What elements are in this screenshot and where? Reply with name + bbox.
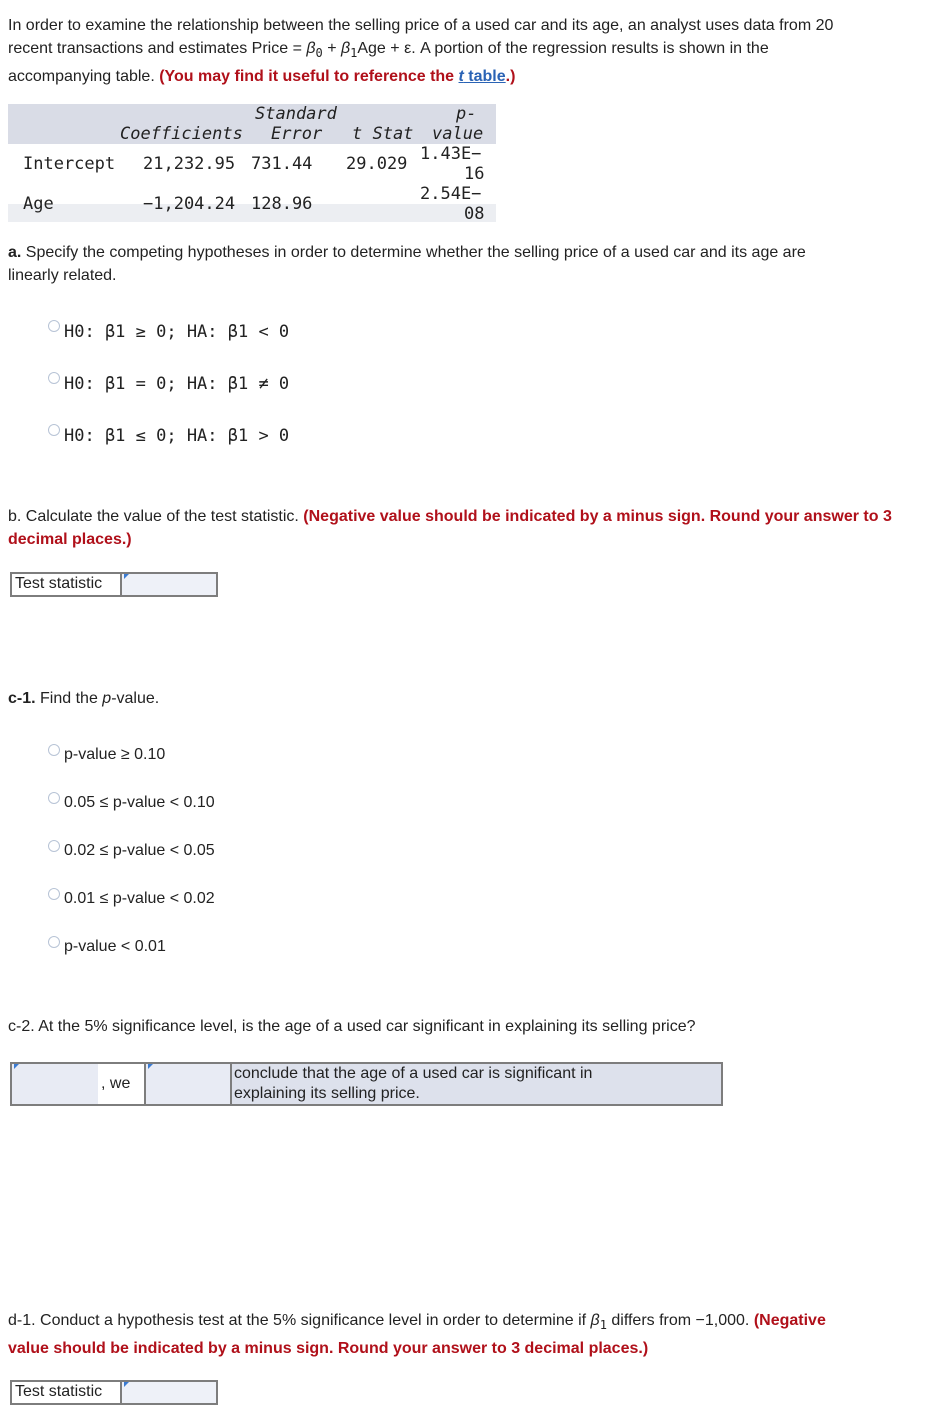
regression-table — [8, 104, 496, 222]
part-a-prompt: a. Specify the competing hypotheses in order to determine whether the selling price of a used car and its age are linearly related. — [8, 244, 806, 284]
intro-line-1: In order to examine the relationship between the selling price of a used car and its age, an analyst uses data from 20 — [8, 17, 834, 34]
cell-intercept-se: 731.44 — [251, 154, 313, 174]
cell-intercept-coef: 21,232.95 — [143, 154, 236, 174]
pvalue-option-2: 0.05 ≤ p-value < 0.10 — [64, 794, 215, 811]
conclusion-text: conclude that the age of a used car is significant in explaining its selling price. — [230, 1062, 723, 1106]
part-b-prompt: b. Calculate the value of the test statistic. (Negative value should be indicated by a minus sign. Round your answer to 3 decimal places.) — [8, 508, 892, 548]
row-label-intercept: Intercept — [23, 154, 116, 174]
cell-age-p-top: 2.54E− — [420, 184, 482, 204]
table-header-row — [8, 104, 496, 144]
cell-age-se: 128.96 — [251, 194, 313, 214]
part-d1-prompt: d-1. Conduct a hypothesis test at the 5% significance level in order to determine if $\beta_1$ differs from −1,000. (Negative value should be indicated by a minus sign. Round your answer to 3 decimal places.) — [8, 1309, 933, 1360]
test-statistic-input-b[interactable] — [120, 572, 218, 597]
header-se-bottom: Error — [271, 124, 323, 144]
cell-age-p-bottom: 08 — [464, 204, 485, 224]
conclusion-dropdown[interactable] — [144, 1062, 232, 1106]
header-coefficients: Coefficients — [120, 124, 243, 144]
header-p-bottom: value — [432, 124, 484, 144]
cell-intercept-p-bottom: 16 — [464, 164, 485, 184]
radio-pvalue-5[interactable] — [48, 936, 60, 948]
pvalue-option-4: 0.01 ≤ p-value < 0.02 — [64, 890, 215, 907]
radio-pvalue-3[interactable] — [48, 840, 60, 852]
beta1-symbol-d1: β — [590, 1312, 600, 1329]
pvalue-option-3: 0.02 ≤ p-value < 0.05 — [64, 842, 215, 859]
test-statistic-label-b: Test statistic — [10, 572, 122, 597]
t-table-link[interactable]: t table — [458, 68, 506, 85]
hypothesis-option-2: H0: β1 = 0; HA: β1 ≠ 0 — [64, 374, 290, 394]
we-label: , we — [98, 1062, 146, 1106]
intro-line-2: recent transactions and estimates Price = $\beta_0 + \beta_1Age + \varepsilon$. A portion of the regression results is shown in the — [8, 40, 769, 60]
radio-hypothesis-2[interactable] — [48, 372, 60, 384]
part-c2-prompt: c-2. At the 5% significance level, is the age of a used car significant in explaining its selling price? — [8, 1018, 696, 1035]
decision-dropdown[interactable] — [10, 1062, 100, 1106]
radio-hypothesis-1[interactable] — [48, 320, 60, 332]
pvalue-option-5: p-value < 0.01 — [64, 938, 166, 955]
test-statistic-input-d1[interactable] — [120, 1380, 218, 1405]
hypothesis-option-1: H0: β1 ≥ 0; HA: β1 < 0 — [64, 322, 290, 342]
table-hint: (You may find it useful to reference the t table.) — [159, 68, 516, 85]
row-label-age: Age — [23, 194, 54, 214]
part-d1-instruction: value should be indicated by a minus sign. Round your answer to 3 decimal places.) — [8, 1340, 649, 1357]
header-tstat: t Stat — [352, 124, 414, 144]
header-p-top: p- — [456, 104, 477, 124]
intro-line-3: accompanying table. (You may find it useful to reference the t table.) — [8, 68, 516, 85]
cell-age-coef: −1,204.24 — [143, 194, 236, 214]
part-b-instruction: (Negative value should be indicated by a minus sign. Round your answer to 3 decimal places.) — [8, 508, 892, 548]
pvalue-option-1: p-value ≥ 0.10 — [64, 746, 166, 763]
hypothesis-option-3: H0: β1 ≤ 0; HA: β1 > 0 — [64, 426, 290, 446]
beta0-symbol: β — [306, 40, 316, 57]
part-c1-prompt: c-1. Find the p-value. — [8, 690, 160, 707]
test-statistic-label-d1: Test statistic — [10, 1380, 122, 1405]
header-se-top: Standard — [255, 104, 337, 124]
cell-intercept-tstat: 29.029 — [346, 154, 408, 174]
radio-pvalue-2[interactable] — [48, 792, 60, 804]
beta1-symbol: β — [340, 40, 351, 57]
radio-pvalue-1[interactable] — [48, 744, 60, 756]
intro-paragraph — [8, 14, 933, 88]
cell-intercept-p-top: 1.43E− — [420, 144, 482, 164]
radio-hypothesis-3[interactable] — [48, 424, 60, 436]
radio-pvalue-4[interactable] — [48, 888, 60, 900]
